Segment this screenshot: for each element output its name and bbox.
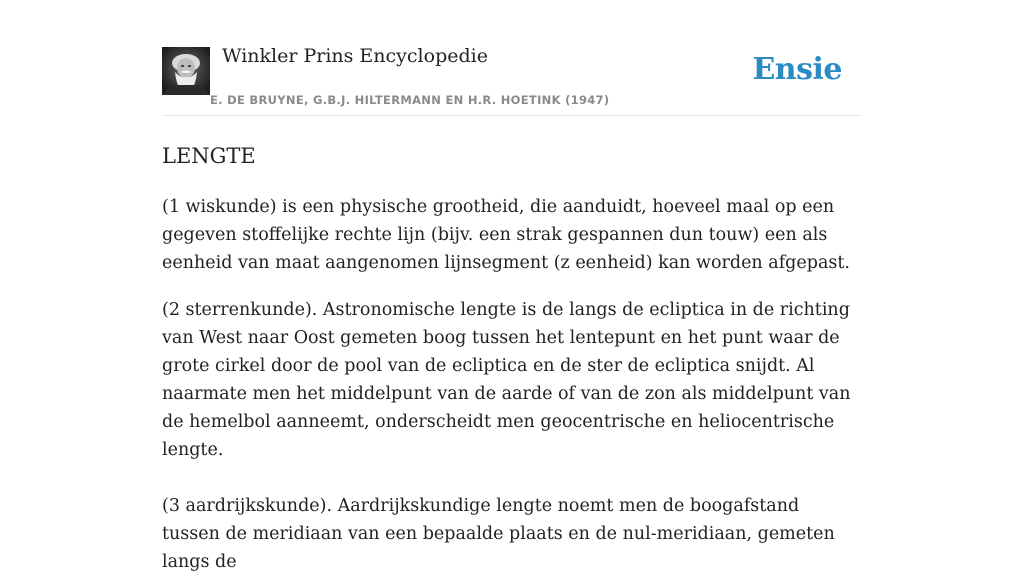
paragraph-sterrenkunde: (2 sterrenkunde). Astronomische lengte is de langs de ecliptica in de richting van West naar Oost gemeten boog tussen het lentepunt en het punt waar de grote cirkel door de pool van de ecliptica en de ster de ecliptica snijdt. Al naarmate men het middelpunt van de aarde of van de zon als middelpunt van de hemelbol aanneemt, onderscheidt men geocentrische en heliocentrische lengte. — [162, 300, 851, 460]
avatar — [162, 47, 210, 95]
brand-logo[interactable]: Ensie — [752, 52, 842, 87]
article-title: LENGTE — [162, 144, 256, 168]
authors-line: E. DE BRUYNE, G.B.J. HILTERMANN EN H.R. HOETINK (1947) — [210, 93, 610, 107]
site-title[interactable]: Winkler Prins Encyclopedie — [222, 45, 488, 67]
header — [162, 0, 862, 116]
author-portrait-icon — [162, 47, 210, 95]
paragraph-wiskunde: (1 wiskunde) is een physische grootheid, die aanduidt, hoeveel maal op een gegeven stoffelijke rechte lijn (bijv. een strak gespannen dun touw) een als eenheid van maat aangenomen lijnsegment (z eenheid) kan worden afgepast. — [162, 197, 850, 273]
paragraph-aardrijkskunde: (3 aardrijkskunde). Aardrijkskundige lengte noemt men de boogafstand tussen de meridiaan van een bepaalde plaats en de nul-meridiaan, gemeten langs de — [162, 496, 835, 572]
content-column — [162, 0, 862, 576]
